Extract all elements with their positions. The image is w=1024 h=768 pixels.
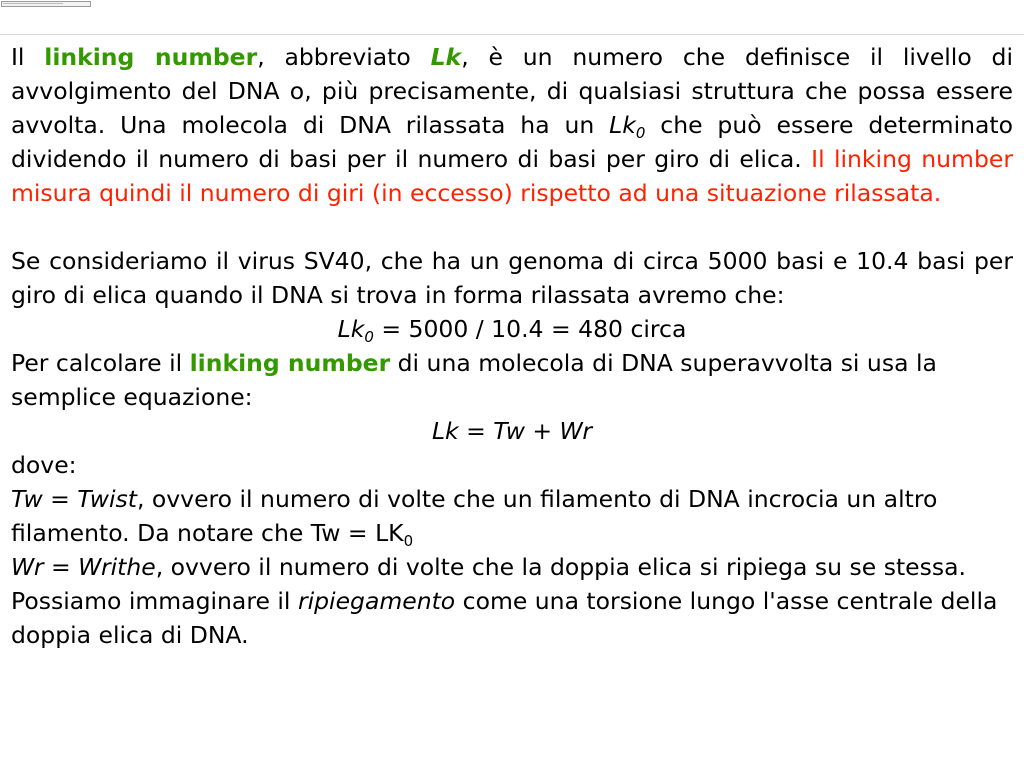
sv40-paragraph: Se consideriamo il virus SV40, che ha un genoma di circa 5000 basi e 10.4 basi per giro di elica quando il DNA si trova in forma rilassata avremo che:	[11, 247, 1013, 309]
eq-value: = 5000 / 10.4 = 480 circa	[373, 315, 687, 343]
twist-definition	[11, 482, 1013, 550]
lk0-symbol: Lk	[609, 111, 636, 139]
writhe-definition	[11, 550, 1013, 584]
term-linking-number: linking number	[44, 43, 258, 71]
thumbnail-line	[3, 3, 63, 4]
slide-content	[11, 40, 1013, 652]
text: Possiamo immaginare il	[11, 587, 298, 615]
slide-thumbnail-icon[interactable]	[1, 1, 91, 7]
calc-paragraph	[11, 346, 1013, 414]
text: , ovvero il numero di volte che un filamento di DNA incrocia un altro filamento. Da notare che Tw = LK	[11, 485, 938, 547]
spacer	[11, 210, 1013, 244]
term-lk: Lk	[430, 43, 462, 71]
text: , ovvero il numero di volte che la doppia elica si ripiega su se stessa.	[155, 553, 966, 581]
text: , è un numero che definisce il livello di avvolgimento del DNA o, più precisamente, di qualsiasi struttura che possa essere avvolta. Una molecola di DNA rilassata ha un	[11, 43, 1013, 139]
text: che può essere determinato dividendo il numero di basi per il numero di basi per giro di elica.	[11, 111, 1013, 173]
highlight-sentence: Il linking number misura quindi il numero di giri (in eccesso) rispetto ad una situazione rilassata.	[11, 145, 1013, 207]
closing-paragraph	[11, 584, 1013, 652]
term-writhe: Wr = Writhe	[11, 553, 156, 581]
top-toolbar	[0, 0, 1024, 35]
text: , abbreviato	[257, 43, 431, 71]
text: di una molecola di DNA superavvolta si usa la semplice equazione:	[11, 349, 937, 411]
equation-lk: Lk = Tw + Wr	[431, 417, 593, 445]
text: come una torsione lungo l'asse centrale della doppia elica di DNA.	[11, 587, 998, 649]
text: Per calcolare il	[11, 349, 190, 377]
term-ripiegamento: ripiegamento	[297, 587, 456, 615]
text: Il	[11, 43, 45, 71]
lk0-subscript: 0	[635, 124, 646, 142]
intro-paragraph	[11, 40, 1013, 210]
eq-subscript: 0	[364, 328, 374, 346]
dove-label: dove:	[11, 451, 77, 479]
lk0-subscript: 0	[403, 532, 414, 550]
term-twist: Tw = Twist	[11, 485, 137, 513]
term-linking-number: linking number	[189, 349, 391, 377]
equation-lk0	[11, 312, 1013, 346]
eq-symbol: Lk	[337, 315, 365, 343]
